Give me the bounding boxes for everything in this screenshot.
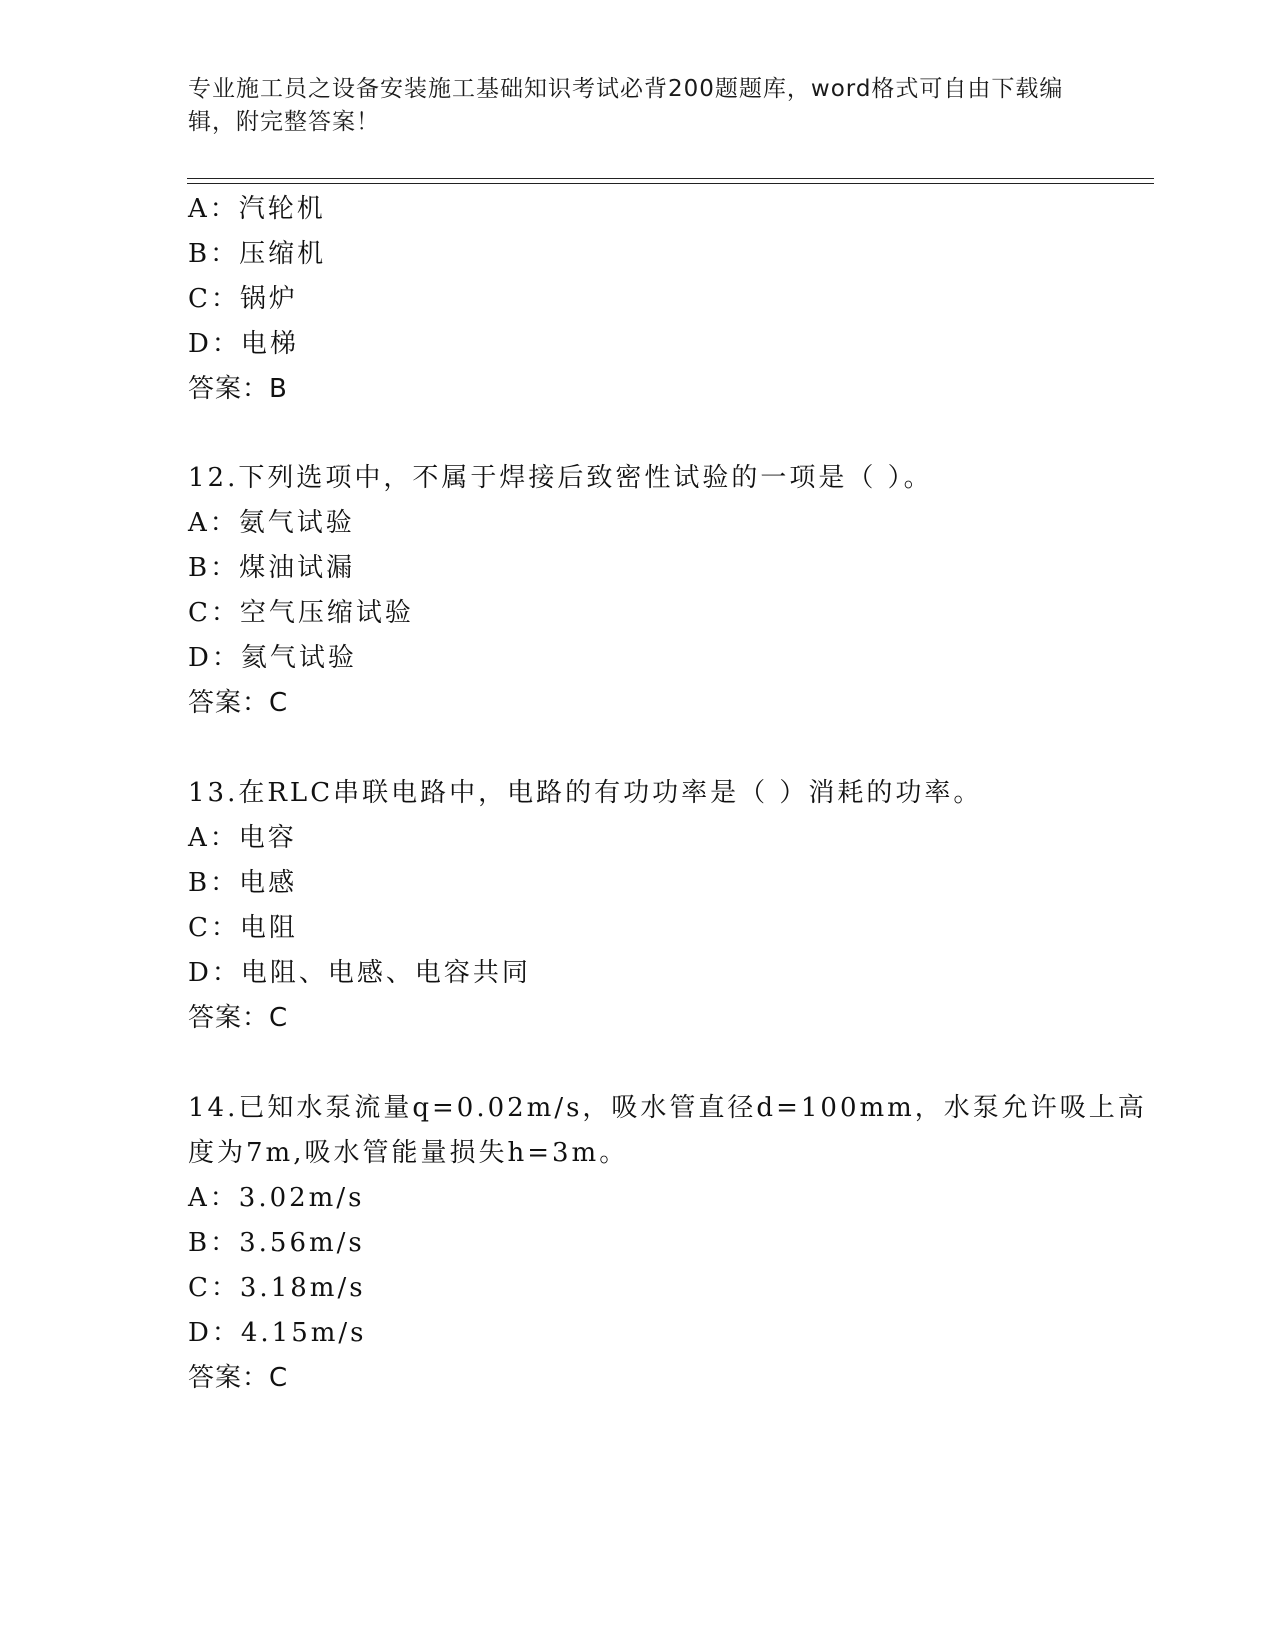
q14-option-a: A：3.02m/s	[188, 1183, 365, 1213]
header-rule-top	[187, 178, 1154, 179]
q12-option-a: A：氨气试验	[188, 508, 355, 538]
q13-option-b: B：电感	[188, 868, 298, 898]
q12-option-d: D：氦气试验	[188, 643, 357, 673]
q14-option-d: D：4.15m/s	[188, 1318, 367, 1348]
q14-answer: 答案：C	[188, 1363, 289, 1393]
q14-option-c: C：3.18m/s	[188, 1273, 366, 1303]
q14-stem-line-1: 14.已知水泵流量q=0.02m/s，吸水管直径d=100mm，水泵允许吸上高	[188, 1093, 1147, 1123]
q12-option-b: B：煤油试漏	[188, 553, 356, 583]
q13-answer: 答案：C	[188, 1003, 289, 1033]
q11-option-d: D：电梯	[188, 329, 299, 359]
q14-stem-line-2: 度为7m,吸水管能量损失h=3m。	[188, 1138, 629, 1168]
q12-stem: 12.下列选项中，不属于焊接后致密性试验的一项是（ ）。	[188, 463, 933, 493]
q13-option-d: D：电阻、电感、电容共同	[188, 958, 531, 988]
document-header: 专业施工员之设备安装施工基础知识考试必背200题题库，word格式可自由下载编辑，附完整答案！	[188, 76, 1064, 135]
q14-option-b: B：3.56m/s	[188, 1228, 365, 1258]
q11-answer: 答案：B	[188, 374, 288, 404]
q12-option-c: C：空气压缩试验	[188, 598, 414, 628]
q11-option-b: B：压缩机	[188, 239, 327, 269]
q11-option-c: C：锅炉	[188, 284, 298, 314]
q11-option-a: A：汽轮机	[188, 194, 326, 224]
q13-stem: 13.在RLC串联电路中，电路的有功功率是（ ）消耗的功率。	[188, 778, 983, 808]
q13-option-c: C：电阻	[188, 913, 298, 943]
header-rule-bottom	[187, 183, 1154, 184]
q13-option-a: A：电容	[188, 823, 297, 853]
q12-answer: 答案：C	[188, 688, 289, 718]
